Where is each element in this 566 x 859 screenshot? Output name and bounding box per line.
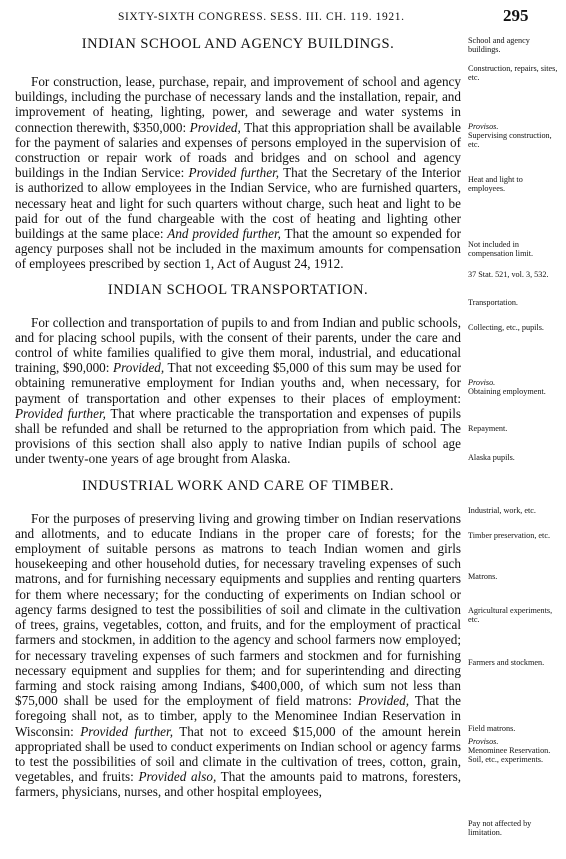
page-number: 295 (503, 6, 529, 25)
margin-note (468, 572, 560, 581)
margin-label: Field matrons. (468, 724, 516, 733)
margin-note (468, 122, 560, 150)
text-run: That the amounts paid to matrons, foresters, farmers, physicians, nurses, and other hospital employees, (15, 769, 461, 800)
proviso-phrase: And provided further, (167, 226, 281, 242)
margin-label: Transportation. (468, 298, 518, 307)
margin-label: Construction, repairs, sites, etc. (468, 64, 558, 83)
margin-label: Timber preservation, etc. (468, 531, 551, 540)
margin-note (468, 270, 560, 279)
margin-label: 37 Stat. 521, vol. 3, 532. (468, 270, 549, 279)
text-run: That the foregoing shall not, as to timber, apply to the Menominee Indian Reservation in Wisconsin: (15, 693, 461, 739)
section-heading: INDIAN SCHOOL AND AGENCY BUILDINGS. (81, 36, 395, 52)
margin-note (468, 737, 560, 765)
text-run: For construction, lease, purchase, repair, and improvement of school and agency buildings, including the purchase of necessary lands and the installation, repair, and improvement of heating, lighting, power, and sewerage and water systems in connection therewith, $350,000: (15, 74, 461, 135)
margin-label: Agricultural experiments, etc. (468, 606, 553, 625)
margin-note (468, 531, 560, 540)
text-run: That where practicable the transportation and expenses of pupils shall be refunded and shall be returned to the appropriation from which paid. The provisions of this section shall also apply to native Indian pupils of school age under twenty-one years of age brought from Alaska. (15, 405, 461, 467)
proviso-phrase: Provided further, (15, 405, 106, 421)
margin-sublabel: Soil, etc., experiments. (468, 755, 544, 765)
text-run: For collection and transportation of pupils to and from Indian and public schools, and for placing school pupils, with the consent of their parents, under the care and control of white families qualified to give them moral, industrial, and educational training, $90,000: (15, 314, 461, 376)
section-school-buildings (15, 36, 461, 272)
margin-label: Collecting, etc., pupils. (468, 323, 544, 332)
margin-label: Matrons. (468, 572, 498, 581)
proviso-phrase: Provided further, (188, 165, 280, 181)
section-paragraph (15, 74, 461, 272)
margin-note (468, 424, 560, 433)
margin-note (468, 323, 560, 332)
margin-note (468, 453, 560, 462)
proviso-phrase: Provided, (189, 119, 241, 135)
margin-note (468, 819, 560, 837)
margin-label: Supervising construction, etc. (468, 131, 552, 150)
main-text (15, 36, 461, 800)
margin-note (468, 64, 560, 82)
proviso-phrase: Provided, (357, 693, 409, 709)
margin-proviso: Proviso. (468, 378, 496, 387)
margin-note (468, 724, 560, 733)
margin-note (468, 175, 560, 193)
text-run: That the amount so expended for agency purposes shall not be included in the maximum amounts for compensation of employees prescribed by section 1, Act of August 24, 1912. (15, 226, 461, 272)
margin-note (468, 506, 560, 515)
margin-label: Farmers and stockmen. (468, 658, 545, 667)
margin-label: Alaska pupils. (468, 453, 515, 462)
section-heading: INDUSTRIAL WORK AND CARE OF TIMBER. (81, 477, 395, 494)
text-run: For the purposes of preserving living and growing timber on Indian reservations and allotments, and to educate Indians in the proper care of forests; for the employment of suitable persons as matrons to teach Indian women and girls housekeeping and other household duties, for necessary traveling expenses of such matrons, and for furnishing necessary equipments and supplies and renting quarters for them where necessary; for the conducting of experiments on Indian school or agency farms designed to test the possibilities of soil and climate in the cultivation of trees, grains, vegetables, cotton, and fruits, and for the employment of practical farmers and stockmen, in addition to the agency and school farmers now employed; for necessary traveling expenses of such farmers and stockmen and for furnishing necessary equipment and supplies for them; and for superintending and directing farming and stock raising among Indians, $400,000, of which sum not less than $75,000 shall be used for the employment of field matrons: (15, 510, 461, 709)
text-run: That this appropriation shall be available for the payment of salaries and expenses of persons employed in the supervision of construction or repair work of roads and bridges and on school and agency buildings in the Indian Service: (15, 119, 461, 181)
section-heading: INDIAN SCHOOL TRANSPORTATION. (107, 281, 369, 298)
margin-label: Menominee Reservation. (468, 746, 551, 756)
margin-label: School and agency buildings. (468, 36, 530, 55)
margin-label: Pay not affected by limitation. (468, 819, 532, 838)
margin-note (468, 658, 560, 667)
text-run: That the Secretary of the Interior is authorized to allow employees in the Indian Service, who are furnished quarters, necessary heat and light for such quarters without charge, such heat and light to be paid for out of the fund chargeable with the cost of heating and lighting other buildings at the same place: (15, 165, 461, 242)
margin-note (468, 606, 560, 624)
margin-label: Not included in compensation limit. (468, 240, 534, 259)
margin-note (468, 240, 560, 258)
running-head (0, 6, 566, 28)
margin-proviso: Provisos. (468, 737, 499, 746)
margin-label: Industrial, work, etc. (468, 506, 536, 515)
section-paragraph (15, 511, 461, 800)
margin-label: Obtaining employment. (468, 387, 546, 397)
section-school-transportation (15, 282, 461, 467)
margin-note (468, 36, 560, 54)
margin-note (468, 298, 560, 307)
proviso-phrase: Provided also, (138, 769, 217, 785)
margin-label: Repayment. (468, 424, 508, 433)
section-industrial-work (15, 478, 461, 800)
running-head-title: SIXTY-SIXTH CONGRESS. SESS. III. CH. 119. 1921. (118, 11, 405, 23)
section-paragraph (15, 315, 461, 467)
proviso-phrase: Provided, (113, 360, 165, 376)
margin-label: Heat and light to employees. (468, 175, 523, 194)
margin-note (468, 378, 560, 396)
margin-proviso: Provisos. (468, 122, 499, 131)
text-run: That not to exceed $15,000 of the amount herein appropriated shall be used to conduct experiments on Indian school or agency farms to test the possibilities of soil and climate in the cultivation of trees, cotton, grain, vegetables, and fruits: (15, 723, 461, 785)
proviso-phrase: Provided further, (80, 723, 173, 739)
text-run: That not exceeding $5,000 of this sum may be used for obtaining remunerative employment for Indian youths and, when necessary, for payment of transportation and other expenses to their places of employment: (15, 360, 461, 406)
